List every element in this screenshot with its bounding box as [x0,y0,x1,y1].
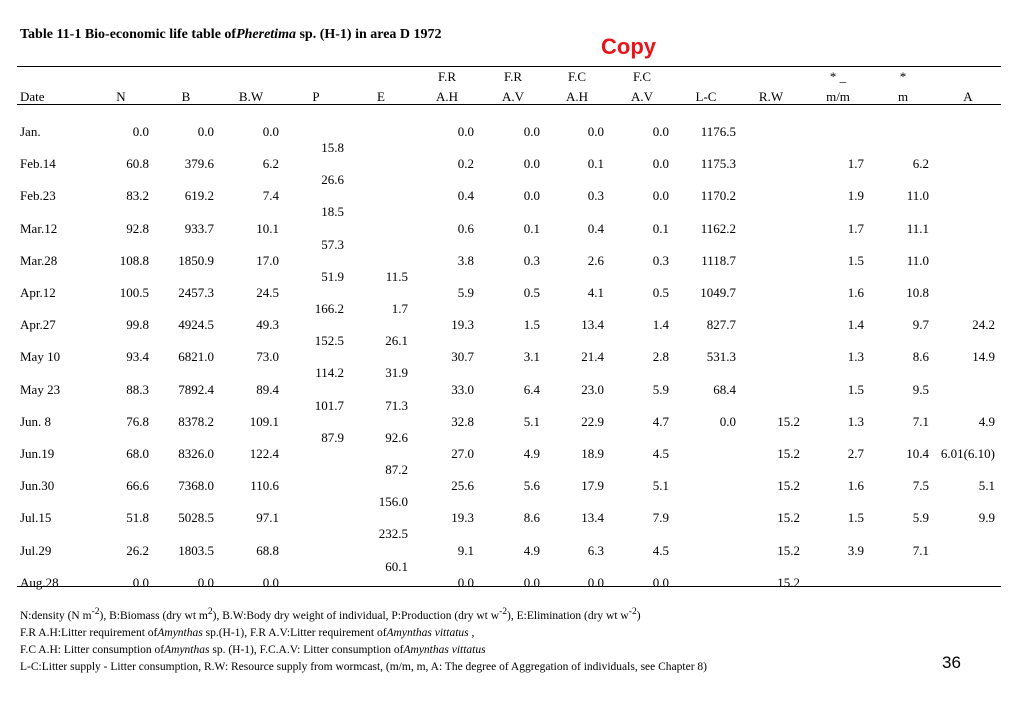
cell-frah: 0.0 [457,124,474,139]
cell-frah: 19.3 [451,317,474,333]
cell-n: 0.0 [132,124,149,139]
elimination-value: 87.2 [385,462,408,477]
cell-frah: 9.1 [457,542,474,558]
cell-fcah: 0.3 [587,188,604,204]
footnote-line: F.C A.H: Litter consumption ofAmynthas sp. (H-1), F.C.A.V: Litter consumption ofAmynthas vittatus [20,643,486,656]
cell-fcah: 0.0 [587,124,604,139]
cell-a: 14.9 [972,349,995,365]
cell-m: 8.6 [912,349,929,365]
cell-date: Apr.12 [20,285,56,300]
cell-bw: 0.0 [262,124,279,139]
production-value: 26.6 [321,172,344,188]
cell-lc: 1049.7 [700,285,736,300]
cell-lc: 531.3 [706,349,736,365]
cell-lc: 0.0 [719,413,736,429]
cell-mm: 3.9 [847,542,864,558]
cell-rw: 15.2 [777,478,800,494]
page-number: 36 [942,653,961,672]
cell-fcah: 13.4 [581,510,604,526]
cell-frav: 4.9 [523,542,540,558]
cell-fcav: 0.0 [652,156,669,172]
cell-mm: 1.9 [847,188,864,204]
cell-fcah: 18.9 [581,446,604,461]
cell-n: 93.4 [126,349,149,365]
cell-n: 76.8 [126,413,149,429]
header-mm: m/m [826,89,850,104]
cell-n: 51.8 [126,510,149,526]
header-rw: R.W [758,89,784,104]
cell-frah: 3.8 [457,252,474,268]
cell-b: 7892.4 [178,381,214,397]
elimination-value: 1.7 [391,301,408,316]
cell-fcah: 21.4 [581,349,604,365]
cell-m: 11.0 [906,252,929,268]
cell-m: 5.9 [912,510,929,526]
production-value: 114.2 [315,365,344,381]
cell-frah: 0.0 [457,574,474,590]
cell-mm: 1.5 [847,381,864,397]
cell-date: Jun.19 [20,446,55,461]
cell-mm: 1.7 [847,156,864,172]
cell-n: 83.2 [126,188,149,204]
cell-mm: 1.7 [847,220,864,236]
cell-frav: 5.1 [523,413,540,429]
production-value: 166.2 [314,301,344,316]
cell-fcah: 0.1 [587,156,604,172]
cell-bw: 6.2 [262,156,279,172]
cell-fcah: 0.4 [587,220,604,236]
cell-lc: 1170.2 [700,188,736,204]
cell-mm: 1.6 [847,285,864,300]
cell-frav: 1.5 [523,317,540,333]
cell-frav: 3.1 [523,349,540,365]
table-footnotes [20,603,707,676]
cell-m: 7.5 [912,478,929,494]
cell-fcav: 0.5 [652,285,669,300]
cell-lc: 827.7 [706,317,736,333]
cell-frav: 0.0 [523,574,540,590]
cell-bw: 49.3 [256,317,279,333]
header-top-fcah: F.C [567,69,587,84]
cell-date: Jan. [20,124,41,139]
cell-b: 1850.9 [178,252,214,268]
cell-b: 2457.3 [178,285,214,300]
cell-fcav: 0.0 [652,124,669,139]
cell-lc: 68.4 [713,381,736,397]
cell-bw: 122.4 [249,446,279,461]
production-value: 152.5 [314,333,344,349]
cell-frah: 0.2 [457,156,474,172]
cell-frah: 30.7 [451,349,474,365]
cell-lc: 1176.5 [700,124,736,139]
cell-b: 0.0 [197,574,214,590]
cell-fcav: 0.1 [652,220,669,236]
production-value: 51.9 [321,268,344,284]
cell-date: Aug.28 [20,574,59,590]
header-top-mm: * _ [829,69,847,84]
cell-bw: 89.4 [256,381,279,397]
production-value: 57.3 [321,236,344,252]
cell-fcav: 4.7 [652,413,669,429]
cell-mm: 1.5 [847,252,864,268]
cell-fcav: 7.9 [652,510,669,526]
cell-frav: 5.6 [523,478,540,494]
cell-lc: 1162.2 [700,220,736,236]
cell-bw: 24.5 [256,285,279,300]
cell-a: 24.2 [972,317,995,333]
cell-lc: 1118.7 [701,252,736,268]
cell-n: 108.8 [119,252,149,268]
cell-frav: 0.0 [523,124,540,139]
cell-n: 100.5 [119,285,149,300]
cell-fcav: 4.5 [652,542,669,558]
cell-date: Apr.27 [20,317,56,333]
cell-rw: 15.2 [777,542,800,558]
cell-fcah: 13.4 [581,317,604,333]
cell-rw: 15.2 [777,413,800,429]
cell-n: 99.8 [126,317,149,333]
cell-frav: 4.9 [523,446,540,461]
cell-frah: 19.3 [451,510,474,526]
cell-n: 68.0 [126,446,149,461]
cell-frav: 0.0 [523,156,540,172]
elimination-value: 31.9 [385,365,408,381]
cell-b: 1803.5 [178,542,214,558]
cell-m: 9.7 [912,317,929,333]
header-lc: L-C [695,89,717,104]
species-name: Pheretima [236,27,296,42]
cell-fcav: 1.4 [652,317,669,333]
cell-n: 92.8 [126,220,149,236]
cell-m: 9.5 [912,381,929,397]
cell-frah: 0.6 [457,220,474,236]
cell-m: 10.4 [906,446,929,461]
cell-mm: 2.7 [847,446,864,461]
cell-fcah: 23.0 [581,381,604,397]
cell-date: Mar.28 [20,252,58,268]
cell-fcah: 2.6 [587,252,604,268]
header-n: N [116,89,126,104]
header-p: P [312,89,320,104]
cell-fcav: 5.1 [652,478,669,494]
cell-frah: 0.4 [457,188,474,204]
cell-fcah: 17.9 [581,478,604,494]
header-m: m [897,89,909,104]
cell-frav: 6.4 [523,381,540,397]
cell-m: 6.2 [912,156,929,172]
cell-m: 7.1 [912,542,929,558]
cell-b: 8326.0 [178,446,214,461]
header-frav: A.V [501,89,525,104]
cell-n: 66.6 [126,478,149,494]
elimination-value: 11.5 [385,268,408,284]
cell-n: 26.2 [126,542,149,558]
header-bw: B.W [238,89,264,104]
header-rule [17,104,1001,105]
cell-frav: 0.3 [523,252,540,268]
production-value: 87.9 [321,429,344,445]
cell-n: 0.0 [132,574,149,590]
header-top-frah: F.R [437,69,457,84]
cell-n: 88.3 [126,381,149,397]
cell-m: 7.1 [912,413,929,429]
cell-b: 379.6 [184,156,214,172]
production-value: 18.5 [321,204,344,220]
cell-b: 0.0 [197,124,214,139]
cell-date: Jun.30 [20,478,55,494]
cell-bw: 73.0 [256,349,279,365]
header-top-m: * [899,69,907,84]
cell-a: 9.9 [978,510,995,526]
header-e: E [377,89,385,104]
cell-frav: 0.0 [523,188,540,204]
header-a: A [963,89,973,104]
cell-date: May 23 [20,381,61,397]
cell-b: 619.2 [184,188,214,204]
cell-frah: 32.8 [451,413,474,429]
cell-bw: 110.6 [250,478,279,494]
cell-date: Jul.15 [20,510,52,526]
cell-a: 6.01(6.10) [940,446,995,461]
cell-n: 60.8 [126,156,149,172]
elimination-value: 26.1 [385,333,408,349]
header-b: B [181,89,191,104]
cell-bw: 97.1 [256,510,279,526]
cell-bw: 109.1 [249,413,279,429]
header-fcav: A.V [630,89,654,104]
cell-rw: 15.2 [777,446,800,461]
cell-frah: 33.0 [451,381,474,397]
bottom-rule [17,586,1001,587]
cell-b: 5028.5 [178,510,214,526]
copy-watermark: Copy [601,34,656,59]
cell-fcah: 4.1 [587,285,604,300]
table-title: Table 11-1 Bio-economic life table ofPheretima sp. (H-1) in area D 1972 [20,27,442,42]
header-fcah: A.H [565,89,589,104]
header-top-fcav: F.C [632,69,652,84]
cell-fcav: 0.0 [652,188,669,204]
cell-frah: 25.6 [451,478,474,494]
elimination-value: 71.3 [385,397,408,413]
elimination-value: 232.5 [378,526,408,542]
cell-date: Mar.12 [20,220,58,236]
cell-frav: 0.5 [523,285,540,300]
cell-frav: 8.6 [523,510,540,526]
cell-frah: 27.0 [451,446,474,461]
header-top-frav: F.R [503,69,523,84]
cell-mm: 1.4 [847,317,864,333]
cell-fcah: 22.9 [581,413,604,429]
cell-frah: 5.9 [457,285,474,300]
cell-fcav: 0.0 [652,574,669,590]
cell-b: 4924.5 [178,317,214,333]
cell-fcav: 4.5 [652,446,669,461]
cell-b: 933.7 [184,220,214,236]
header-date: Date [20,89,45,104]
cell-frav: 0.1 [523,220,540,236]
cell-m: 11.1 [906,220,929,236]
cell-bw: 7.4 [262,188,279,204]
header-frah: A.H [435,89,459,104]
production-value: 101.7 [314,397,344,413]
cell-b: 6821.0 [178,349,214,365]
elimination-value: 92.6 [385,429,408,445]
production-value: 15.8 [321,140,344,155]
cell-date: May 10 [20,349,61,365]
footnote-line: N:density (N $m^{-2}$), B:Biomass (dry wt $m^2$), B.W:Body dry weight of individual, P:Production (dry wt $w^{-2}$), E:Elimination (dry wt $w^{-2}$) [20,606,641,622]
cell-bw: 17.0 [256,252,279,268]
cell-b: 7368.0 [178,478,214,494]
cell-date: Jun. 8 [20,413,52,429]
cell-fcah: 0.0 [587,574,604,590]
cell-mm: 1.6 [847,478,864,494]
footnote-line: F.R A.H:Litter requirement ofAmynthas sp.(H-1), F.R A.V:Litter requirement ofAmynthas vittatus , [20,626,475,639]
elimination-value: 156.0 [378,494,408,510]
cell-bw: 0.0 [262,574,279,590]
cell-date: Jul.29 [20,542,52,558]
cell-mm: 1.3 [847,349,864,365]
top-rule [17,66,1001,67]
cell-date: Feb.23 [20,188,56,204]
cell-fcav: 2.8 [652,349,669,365]
cell-lc: 1175.3 [700,156,736,172]
cell-fcav: 0.3 [652,252,669,268]
cell-mm: 1.3 [847,413,864,429]
cell-bw: 10.1 [256,220,279,236]
cell-rw: 15.2 [777,510,800,526]
cell-b: 8378.2 [178,413,214,429]
cell-a: 4.9 [978,413,995,429]
cell-m: 10.8 [906,285,929,300]
elimination-value: 60.1 [385,558,408,574]
footnote-line: L-C:Litter supply - Litter consumption, R.W: Resource supply from wormcast, (m/m, m, A: The degree of Aggregation of individuals, see Chapter 8) [20,660,707,673]
cell-fcav: 5.9 [652,381,669,397]
cell-a: 5.1 [978,478,995,494]
cell-m: 11.0 [906,188,929,204]
cell-bw: 68.8 [256,542,279,558]
cell-fcah: 6.3 [587,542,604,558]
cell-mm: 1.5 [847,510,864,526]
cell-date: Feb.14 [20,156,56,172]
cell-rw: 15.2 [777,574,800,590]
